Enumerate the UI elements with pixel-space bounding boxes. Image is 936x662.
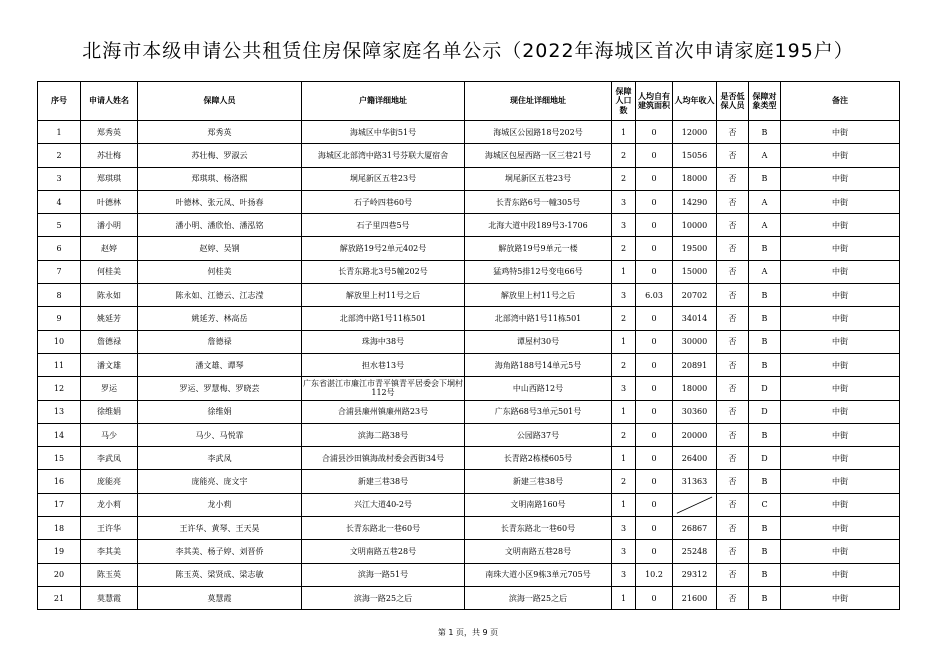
cell-remark: 中街 [781, 447, 900, 470]
header-people-count: 保障人口数 [612, 82, 636, 121]
cell-seq: 2 [38, 144, 81, 167]
page-title: 北海市本级申请公共租赁住房保障家庭名单公示（2022年海城区首次申请家庭195户） [82, 40, 854, 62]
cell-members: 潘文雄、谭琴 [138, 353, 302, 376]
cell-seq: 4 [38, 190, 81, 213]
table-row [38, 144, 900, 167]
cell-income-empty [673, 493, 717, 516]
cell-area: 0 [636, 377, 673, 400]
cell-people-count: 1 [612, 330, 636, 353]
cell-low-income: 否 [717, 214, 749, 237]
cell-applicant: 庞能亮 [81, 470, 138, 493]
cell-people-count: 2 [612, 237, 636, 260]
cell-type: D [749, 400, 781, 423]
table-row [38, 493, 900, 516]
table-header-row [38, 82, 900, 121]
cell-type: B [749, 540, 781, 563]
cell-low-income: 否 [717, 237, 749, 260]
cell-type: B [749, 121, 781, 144]
cell-low-income: 否 [717, 540, 749, 563]
table-row [38, 377, 900, 400]
cell-household-address: 合浦县沙田镇海战村委会西街34号 [302, 447, 465, 470]
cell-income: 31363 [673, 470, 717, 493]
cell-people-count: 1 [612, 447, 636, 470]
cell-area: 6.03 [636, 284, 673, 307]
cell-remark: 中街 [781, 377, 900, 400]
header-seq: 序号 [38, 82, 81, 121]
cell-type: A [749, 190, 781, 213]
cell-household-address: 垌尾新区五巷23号 [302, 167, 465, 190]
cell-members: 李其美、杨子婷、刘晋侨 [138, 540, 302, 563]
cell-remark: 中街 [781, 121, 900, 144]
cell-members: 陈玉英、梁贤成、梁志敏 [138, 563, 302, 586]
cell-remark: 中街 [781, 540, 900, 563]
cell-current-address: 谭屋村30号 [465, 330, 612, 353]
cell-seq: 1 [38, 121, 81, 144]
cell-low-income: 否 [717, 307, 749, 330]
cell-applicant: 郑琪琪 [81, 167, 138, 190]
cell-type: B [749, 517, 781, 540]
cell-remark: 中街 [781, 470, 900, 493]
table-row [38, 470, 900, 493]
cell-area: 0 [636, 400, 673, 423]
cell-income: 19500 [673, 237, 717, 260]
cell-remark: 中街 [781, 144, 900, 167]
cell-income: 12000 [673, 121, 717, 144]
cell-type: B [749, 237, 781, 260]
applicant-table [37, 81, 900, 610]
cell-applicant: 赵婷 [81, 237, 138, 260]
cell-income: 20000 [673, 423, 717, 446]
cell-household-address: 滨海一路51号 [302, 563, 465, 586]
cell-household-address: 解放里上村11号之后 [302, 284, 465, 307]
header-area: 人均自有建筑面积 [636, 82, 673, 121]
cell-applicant: 潘文雄 [81, 353, 138, 376]
cell-seq: 11 [38, 353, 81, 376]
cell-low-income: 否 [717, 423, 749, 446]
cell-members: 陈永如、江德云、江志滢 [138, 284, 302, 307]
table-row [38, 307, 900, 330]
cell-income: 26867 [673, 517, 717, 540]
cell-seq: 18 [38, 517, 81, 540]
cell-current-address: 长青东路北一巷60号 [465, 517, 612, 540]
cell-low-income: 否 [717, 447, 749, 470]
cell-members: 郑琪琪、杨洛熙 [138, 167, 302, 190]
cell-household-address: 兴江大道40-2号 [302, 493, 465, 516]
cell-income: 18000 [673, 377, 717, 400]
cell-applicant: 叶德林 [81, 190, 138, 213]
cell-remark: 中街 [781, 353, 900, 376]
cell-income: 26400 [673, 447, 717, 470]
cell-seq: 14 [38, 423, 81, 446]
cell-income: 10000 [673, 214, 717, 237]
cell-household-address: 北部湾中路1号11栋501 [302, 307, 465, 330]
cell-applicant: 陈永如 [81, 284, 138, 307]
cell-current-address: 公园路37号 [465, 423, 612, 446]
cell-remark: 中街 [781, 307, 900, 330]
cell-type: B [749, 167, 781, 190]
cell-applicant: 龙小莉 [81, 493, 138, 516]
cell-current-address: 北部湾中路1号11栋501 [465, 307, 612, 330]
cell-members: 何桂美 [138, 260, 302, 283]
cell-remark: 中街 [781, 493, 900, 516]
cell-income: 30000 [673, 330, 717, 353]
cell-applicant: 李其美 [81, 540, 138, 563]
cell-income: 20891 [673, 353, 717, 376]
cell-members: 罗运、罗慧梅、罗晓芸 [138, 377, 302, 400]
cell-household-address: 解放路19号2单元402号 [302, 237, 465, 260]
diagonal-line-icon [673, 494, 716, 516]
cell-people-count: 1 [612, 121, 636, 144]
cell-income: 29312 [673, 563, 717, 586]
cell-members: 马少、马悦霏 [138, 423, 302, 446]
cell-household-address: 长青东路北一巷60号 [302, 517, 465, 540]
cell-current-address: 猛鸡特5排12号变电66号 [465, 260, 612, 283]
cell-income: 34014 [673, 307, 717, 330]
cell-area: 10.2 [636, 563, 673, 586]
cell-household-address: 石子岭四巷60号 [302, 190, 465, 213]
cell-applicant: 苏壮梅 [81, 144, 138, 167]
cell-people-count: 2 [612, 423, 636, 446]
cell-area: 0 [636, 307, 673, 330]
page-footer: 第 1 页，共 9 页 [437, 628, 499, 637]
cell-low-income: 否 [717, 517, 749, 540]
header-household-address: 户籍详细地址 [302, 82, 465, 121]
table-row [38, 121, 900, 144]
cell-low-income: 否 [717, 167, 749, 190]
header-members: 保障人员 [138, 82, 302, 121]
cell-seq: 15 [38, 447, 81, 470]
cell-income: 15056 [673, 144, 717, 167]
cell-applicant: 李武凤 [81, 447, 138, 470]
cell-type: A [749, 144, 781, 167]
cell-seq: 20 [38, 563, 81, 586]
cell-type: B [749, 353, 781, 376]
table-row [38, 353, 900, 376]
cell-applicant: 王许华 [81, 517, 138, 540]
cell-seq: 6 [38, 237, 81, 260]
table-row [38, 214, 900, 237]
cell-household-address: 珠海中38号 [302, 330, 465, 353]
table-row [38, 400, 900, 423]
cell-people-count: 3 [612, 540, 636, 563]
cell-low-income: 否 [717, 284, 749, 307]
cell-members: 莫慧霞 [138, 586, 302, 609]
header-current-address: 现住址详细地址 [465, 82, 612, 121]
cell-applicant: 陈玉英 [81, 563, 138, 586]
cell-household-address: 石子里四巷5号 [302, 214, 465, 237]
cell-low-income: 否 [717, 586, 749, 609]
cell-seq: 8 [38, 284, 81, 307]
cell-area: 0 [636, 121, 673, 144]
cell-seq: 19 [38, 540, 81, 563]
cell-current-address: 南珠大道小区9栋3单元705号 [465, 563, 612, 586]
cell-applicant: 姚延芳 [81, 307, 138, 330]
table-row [38, 260, 900, 283]
cell-people-count: 1 [612, 260, 636, 283]
cell-remark: 中街 [781, 563, 900, 586]
cell-low-income: 否 [717, 377, 749, 400]
cell-applicant: 徐维娟 [81, 400, 138, 423]
cell-area: 0 [636, 586, 673, 609]
cell-household-address: 广东省湛江市廉江市青平镇青平居委会下垌村112号 [302, 377, 465, 400]
cell-people-count: 1 [612, 493, 636, 516]
cell-household-address: 海城区北部湾中路31号芬联大厦宿舍 [302, 144, 465, 167]
cell-type: B [749, 284, 781, 307]
cell-seq: 7 [38, 260, 81, 283]
cell-remark: 中街 [781, 423, 900, 446]
cell-members: 赵婷、吴钢 [138, 237, 302, 260]
cell-type: C [749, 493, 781, 516]
cell-income: 30360 [673, 400, 717, 423]
header-type: 保障对象类型 [749, 82, 781, 121]
table-body [38, 121, 900, 610]
table-row [38, 167, 900, 190]
cell-area: 0 [636, 493, 673, 516]
cell-members: 龙小莉 [138, 493, 302, 516]
table-row [38, 284, 900, 307]
cell-members: 郑秀英 [138, 121, 302, 144]
cell-members: 叶德林、张元凤、叶扬春 [138, 190, 302, 213]
cell-members: 詹德禄 [138, 330, 302, 353]
cell-current-address: 海城区公园路18号202号 [465, 121, 612, 144]
cell-current-address: 滨海一路25之后 [465, 586, 612, 609]
cell-people-count: 3 [612, 214, 636, 237]
cell-low-income: 否 [717, 563, 749, 586]
table-row [38, 563, 900, 586]
cell-type: B [749, 470, 781, 493]
cell-income: 18000 [673, 167, 717, 190]
cell-household-address: 长青东路北3号5幢202号 [302, 260, 465, 283]
cell-low-income: 否 [717, 190, 749, 213]
cell-current-address: 长青路2栋楼605号 [465, 447, 612, 470]
cell-people-count: 3 [612, 190, 636, 213]
cell-seq: 13 [38, 400, 81, 423]
cell-type: D [749, 447, 781, 470]
cell-people-count: 2 [612, 167, 636, 190]
cell-low-income: 否 [717, 330, 749, 353]
table-row [38, 517, 900, 540]
table-row [38, 330, 900, 353]
cell-area: 0 [636, 423, 673, 446]
header-remark: 备注 [781, 82, 900, 121]
cell-seq: 3 [38, 167, 81, 190]
cell-remark: 中街 [781, 330, 900, 353]
cell-income: 21600 [673, 586, 717, 609]
cell-area: 0 [636, 214, 673, 237]
cell-current-address: 长青东路6号一幢305号 [465, 190, 612, 213]
cell-type: B [749, 423, 781, 446]
cell-people-count: 2 [612, 144, 636, 167]
cell-current-address: 广东路68号3单元501号 [465, 400, 612, 423]
cell-area: 0 [636, 470, 673, 493]
cell-people-count: 2 [612, 353, 636, 376]
cell-applicant: 潘小明 [81, 214, 138, 237]
cell-seq: 16 [38, 470, 81, 493]
cell-members: 王许华、黄琴、王天昊 [138, 517, 302, 540]
cell-area: 0 [636, 167, 673, 190]
header-low-income: 是否低保人员 [717, 82, 749, 121]
cell-people-count: 2 [612, 307, 636, 330]
cell-remark: 中街 [781, 284, 900, 307]
cell-low-income: 否 [717, 470, 749, 493]
cell-seq: 12 [38, 377, 81, 400]
cell-household-address: 文明南路五巷28号 [302, 540, 465, 563]
cell-type: A [749, 214, 781, 237]
cell-remark: 中街 [781, 400, 900, 423]
table-row [38, 423, 900, 446]
cell-area: 0 [636, 237, 673, 260]
cell-type: A [749, 260, 781, 283]
cell-members: 潘小明、潘欣怡、潘泓铭 [138, 214, 302, 237]
cell-area: 0 [636, 190, 673, 213]
cell-type: D [749, 377, 781, 400]
cell-household-address: 海城区中华街51号 [302, 121, 465, 144]
cell-remark: 中街 [781, 260, 900, 283]
header-applicant: 申请人姓名 [81, 82, 138, 121]
cell-household-address: 担水巷13号 [302, 353, 465, 376]
cell-area: 0 [636, 144, 673, 167]
cell-area: 0 [636, 260, 673, 283]
cell-household-address: 滨海一路25之后 [302, 586, 465, 609]
cell-low-income: 否 [717, 144, 749, 167]
cell-type: B [749, 307, 781, 330]
cell-people-count: 1 [612, 586, 636, 609]
cell-current-address: 文明南路五巷28号 [465, 540, 612, 563]
cell-current-address: 新建三巷38号 [465, 470, 612, 493]
cell-members: 庞能亮、庞文宇 [138, 470, 302, 493]
cell-current-address: 海角路188号14单元5号 [465, 353, 612, 376]
cell-remark: 中街 [781, 237, 900, 260]
cell-members: 徐维娟 [138, 400, 302, 423]
cell-area: 0 [636, 540, 673, 563]
table-row [38, 447, 900, 470]
cell-applicant: 詹德禄 [81, 330, 138, 353]
cell-remark: 中街 [781, 214, 900, 237]
cell-type: B [749, 563, 781, 586]
cell-applicant: 何桂美 [81, 260, 138, 283]
cell-low-income: 否 [717, 121, 749, 144]
cell-members: 李武凤 [138, 447, 302, 470]
cell-income: 20702 [673, 284, 717, 307]
cell-seq: 10 [38, 330, 81, 353]
cell-people-count: 3 [612, 284, 636, 307]
cell-area: 0 [636, 330, 673, 353]
cell-area: 0 [636, 447, 673, 470]
cell-seq: 21 [38, 586, 81, 609]
cell-household-address: 滨海二路38号 [302, 423, 465, 446]
cell-remark: 中街 [781, 167, 900, 190]
cell-members: 苏壮梅、罗淑云 [138, 144, 302, 167]
table-row [38, 190, 900, 213]
cell-low-income: 否 [717, 260, 749, 283]
cell-income: 14290 [673, 190, 717, 213]
cell-members: 姚延芳、林高岳 [138, 307, 302, 330]
cell-current-address: 垌尾新区五巷23号 [465, 167, 612, 190]
cell-applicant: 罗运 [81, 377, 138, 400]
cell-type: B [749, 330, 781, 353]
table-row [38, 237, 900, 260]
cell-applicant: 莫慧霞 [81, 586, 138, 609]
cell-area: 0 [636, 353, 673, 376]
cell-current-address: 解放里上村11号之后 [465, 284, 612, 307]
cell-low-income: 否 [717, 493, 749, 516]
cell-income: 15000 [673, 260, 717, 283]
cell-seq: 17 [38, 493, 81, 516]
cell-current-address: 文明南路160号 [465, 493, 612, 516]
cell-people-count: 2 [612, 470, 636, 493]
cell-current-address: 海城区包屋西路一区三巷21号 [465, 144, 612, 167]
cell-applicant: 郑秀英 [81, 121, 138, 144]
cell-current-address: 中山西路12号 [465, 377, 612, 400]
cell-people-count: 3 [612, 517, 636, 540]
cell-people-count: 3 [612, 563, 636, 586]
table-row [38, 586, 900, 609]
cell-remark: 中街 [781, 190, 900, 213]
cell-current-address: 北海大道中段189号3-1706 [465, 214, 612, 237]
cell-people-count: 1 [612, 400, 636, 423]
cell-people-count: 3 [612, 377, 636, 400]
header-income: 人均年收入 [673, 82, 717, 121]
cell-household-address: 新建三巷38号 [302, 470, 465, 493]
cell-type: B [749, 586, 781, 609]
cell-seq: 5 [38, 214, 81, 237]
cell-remark: 中街 [781, 586, 900, 609]
table-row [38, 540, 900, 563]
cell-seq: 9 [38, 307, 81, 330]
cell-applicant: 马少 [81, 423, 138, 446]
cell-low-income: 否 [717, 353, 749, 376]
cell-income: 25248 [673, 540, 717, 563]
cell-household-address: 合浦县廉州镇廉州路23号 [302, 400, 465, 423]
cell-low-income: 否 [717, 400, 749, 423]
cell-area: 0 [636, 517, 673, 540]
cell-current-address: 解放路19号9单元一楼 [465, 237, 612, 260]
cell-remark: 中街 [781, 517, 900, 540]
